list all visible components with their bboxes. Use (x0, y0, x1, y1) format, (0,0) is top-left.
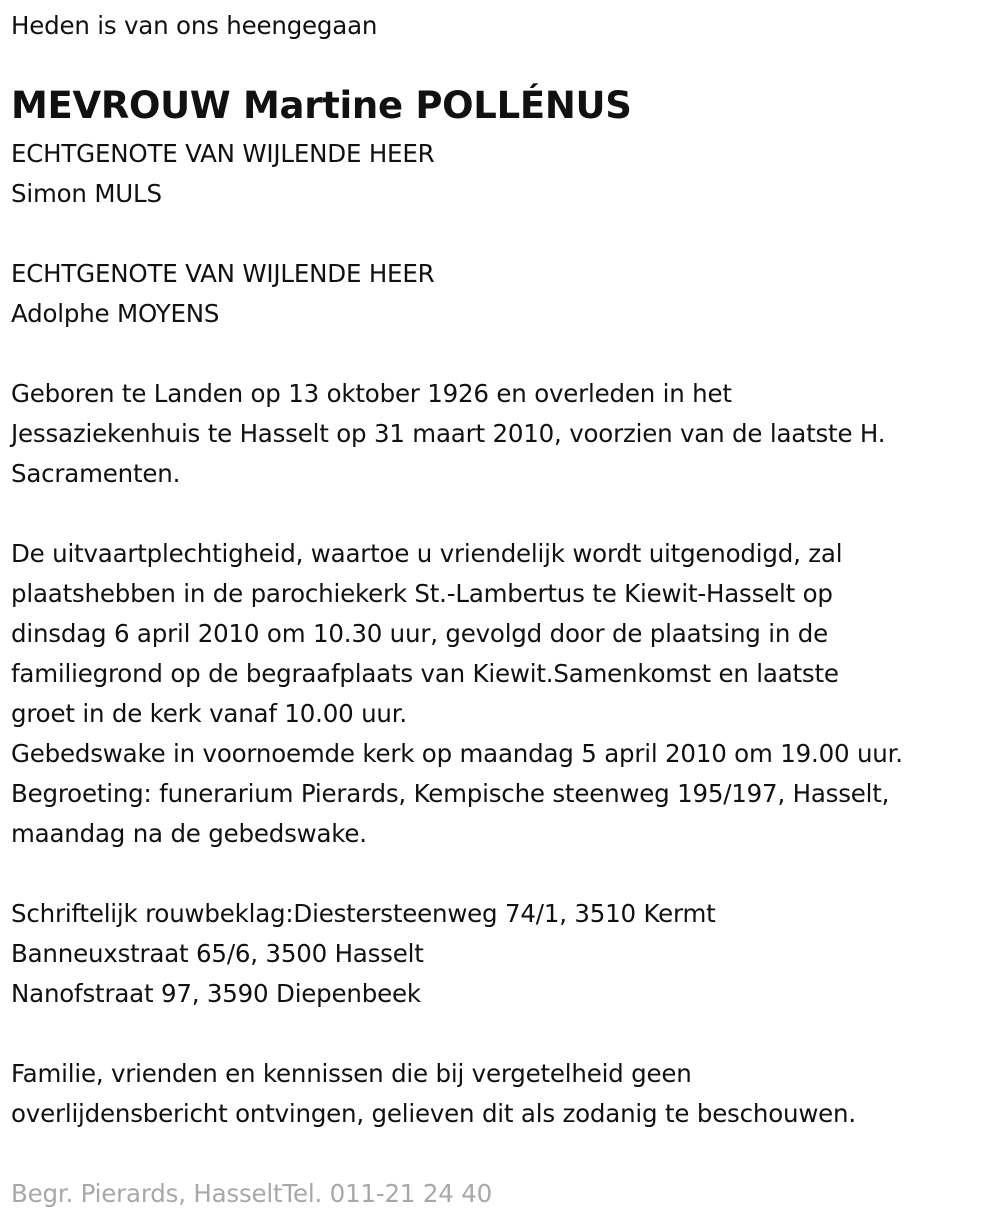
address-line: Nanofstraat 97, 3590 Diepenbeek (11, 979, 421, 1008)
address-line: Schriftelijk rouwbeklag:Diestersteenweg 74/1, 3510 Kermt (11, 899, 716, 928)
spouse-block-2 (11, 254, 434, 334)
birth-death-paragraph (11, 374, 885, 494)
paragraph-line: maandag na de gebedswake. (11, 819, 367, 848)
ceremony-paragraph (11, 534, 903, 854)
paragraph-line: Geboren te Landen op 13 oktober 1926 en overleden in het (11, 379, 732, 408)
paragraph-line: Gebedswake in voornoemde kerk op maandag 5 april 2010 om 19.00 uur. (11, 739, 903, 768)
paragraph-line: plaatshebben in de parochiekerk St.-Lambertus te Kiewit-Hasselt op (11, 579, 833, 608)
paragraph-line: Familie, vrienden en kennissen die bij vergetelheid geen (11, 1059, 692, 1088)
address-line: Banneuxstraat 65/6, 3500 Hasselt (11, 939, 424, 968)
paragraph-line: De uitvaartplechtigheid, waartoe u vriendelijk wordt uitgenodigd, zal (11, 539, 843, 568)
spouse-name: Adolphe MOYENS (11, 299, 220, 328)
intro-text: Heden is van ons heengegaan (11, 11, 378, 40)
spouse-name: Simon MULS (11, 179, 162, 208)
deceased-name: MEVROUW Martine POLLÉNUS (11, 84, 632, 127)
closing-paragraph (11, 1054, 856, 1134)
spouse-label: ECHTGENOTE VAN WIJLENDE HEER (11, 259, 435, 288)
condolence-addresses (11, 894, 716, 1014)
spouse-block-1 (11, 134, 434, 214)
spouse-label: ECHTGENOTE VAN WIJLENDE HEER (11, 139, 435, 168)
paragraph-line: familiegrond op de begraafplaats van Kiewit.Samenkomst en laatste (11, 659, 839, 688)
paragraph-line: Begroeting: funerarium Pierards, Kempische steenweg 195/197, Hasselt, (11, 779, 890, 808)
paragraph-line: overlijdensbericht ontvingen, gelieven dit als zodanig te beschouwen. (11, 1099, 856, 1128)
paragraph-line: dinsdag 6 april 2010 om 10.30 uur, gevolgd door de plaatsing in de (11, 619, 828, 648)
funeral-home-footer: Begr. Pierards, HasseltTel. 011-21 24 40 (11, 1179, 492, 1208)
paragraph-line: groet in de kerk vanaf 10.00 uur. (11, 699, 407, 728)
paragraph-line: Jessaziekenhuis te Hasselt op 31 maart 2010, voorzien van de laatste H. (11, 419, 886, 448)
paragraph-line: Sacramenten. (11, 459, 181, 488)
